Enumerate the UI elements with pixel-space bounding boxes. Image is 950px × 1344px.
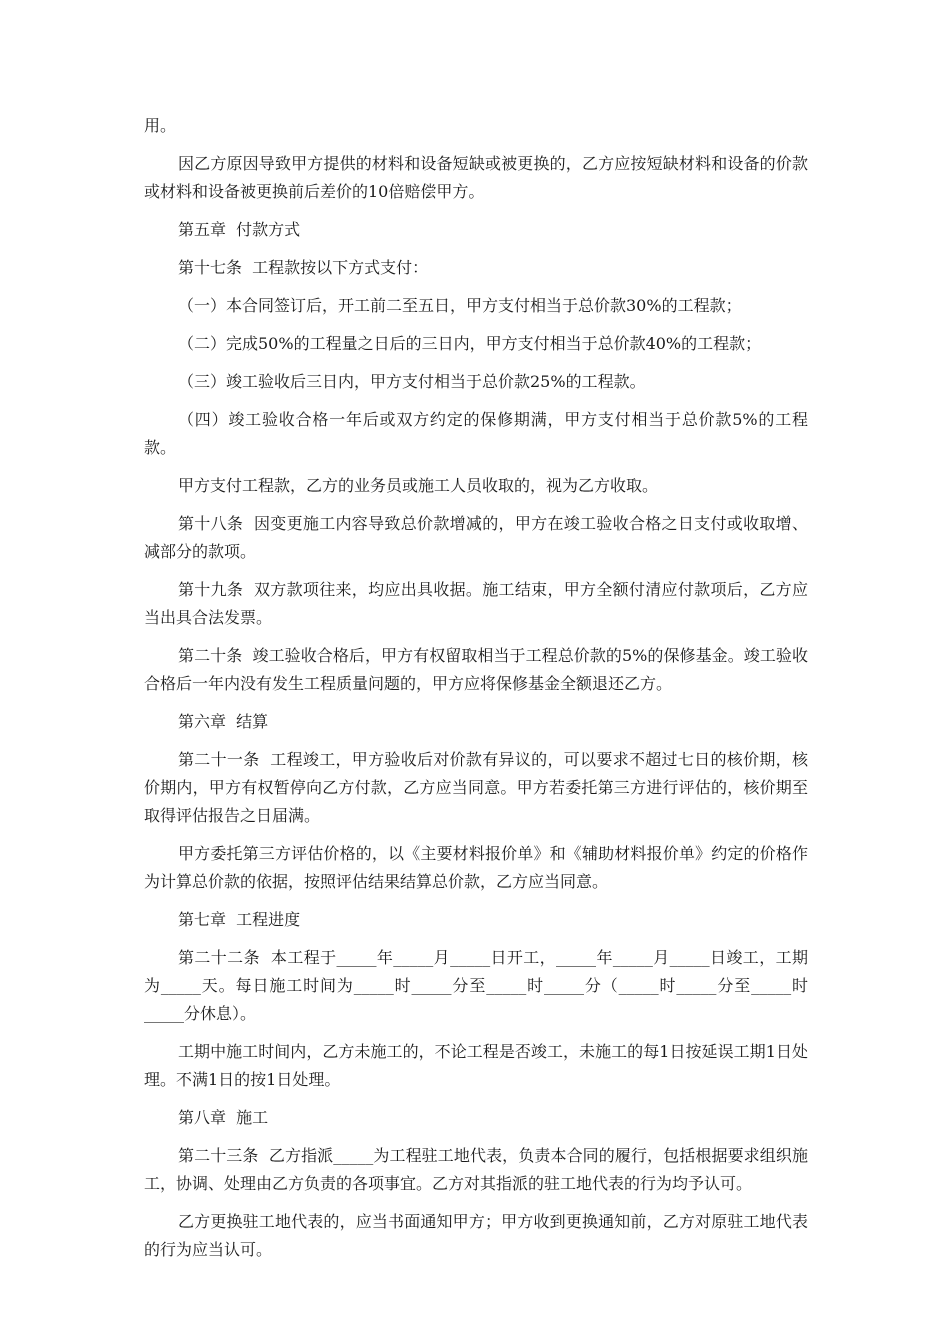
paragraph-third-party-valuation: 甲方委托第三方评估价格的，以《主要材料报价单》和《辅助材料报价单》约定的价格作为计算总价款的依据，按照评估结果结算总价款，乙方应当同意。 <box>144 844 808 891</box>
chapter-6-heading: 第六章 结算 <box>178 712 269 731</box>
article-17-item-2: （二）完成50%的工程量之日后的三日内，甲方支付相当于总价款40%的工程款； <box>178 334 762 353</box>
paragraph-continuation: 用。 <box>144 116 177 135</box>
chapter-5-heading: 第五章 付款方式 <box>178 220 301 239</box>
article-17-item-1: （一）本合同签订后，开工前二至五日，甲方支付相当于总价款30%的工程款； <box>178 296 742 315</box>
article-17-item-3: （三）竣工验收后三日内，甲方支付相当于总价款25%的工程款。 <box>178 372 646 391</box>
paragraph-payment-collection: 甲方支付工程款，乙方的业务员或施工人员收取的，视为乙方收取。 <box>178 476 659 495</box>
document-body <box>144 112 808 1274</box>
paragraph-representative-change: 乙方更换驻工地代表的，应当书面通知甲方；甲方收到更换通知前，乙方对原驻工地代表的行为应当认可。 <box>144 1212 808 1259</box>
paragraph-material-shortage-compensation: 因乙方原因导致甲方提供的材料和设备短缺或被更换的，乙方应按短缺材料和设备的价款或材料和设备被更换前后差价的10倍赔偿甲方。 <box>144 154 808 201</box>
article-17-item-4: （四）竣工验收合格一年后或双方约定的保修期满，甲方支付相当于总价款5%的工程款。 <box>144 410 808 457</box>
article-19: 第十九条 双方款项往来，均应出具收据。施工结束，甲方全额付清应付款项后，乙方应当出具合法发票。 <box>144 580 808 627</box>
article-18: 第十八条 因变更施工内容导致总价款增减的，甲方在竣工验收合格之日支付或收取增、减部分的款项。 <box>144 514 808 561</box>
paragraph-delay-handling: 工期中施工时间内，乙方未施工的，不论工程是否竣工，未施工的每1日按延误工期1日处理。不满1日的按1日处理。 <box>144 1042 808 1089</box>
article-22: 第二十二条 本工程于_____年_____月_____日开工，_____年_____月_____日竣工，工期为_____天。每日施工时间为_____时_____分至_____时_____分（_____时_____分至_____时_____分休息）。 <box>144 948 808 1023</box>
article-20: 第二十条 竣工验收合格后，甲方有权留取相当于工程总价款的5%的保修基金。竣工验收合格后一年内没有发生工程质量问题的，甲方应将保修基金全额退还乙方。 <box>144 646 808 693</box>
chapter-7-heading: 第七章 工程进度 <box>178 910 301 929</box>
article-23: 第二十三条 乙方指派_____为工程驻工地代表，负责本合同的履行，包括根据要求组织施工，协调、处理由乙方负责的各项事宜。乙方对其指派的驻工地代表的行为均予认可。 <box>144 1146 808 1193</box>
article-17: 第十七条 工程款按以下方式支付： <box>178 258 429 277</box>
chapter-8-heading: 第八章 施工 <box>178 1108 269 1127</box>
article-21: 第二十一条 工程竣工，甲方验收后对价款有异议的，可以要求不超过七日的核价期，核价期内，甲方有权暂停向乙方付款，乙方应当同意。甲方若委托第三方进行评估的，核价期至取得评估报告之日届满。 <box>144 750 808 825</box>
